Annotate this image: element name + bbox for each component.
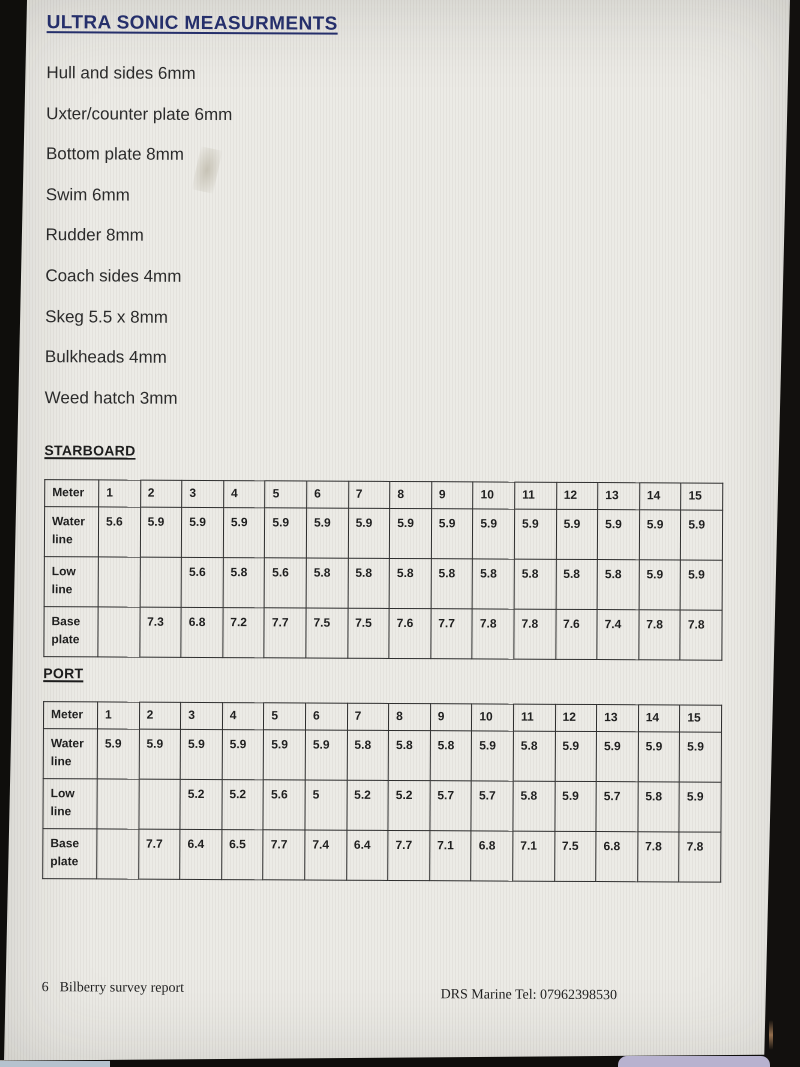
table-cell: 14: [638, 705, 680, 732]
table-cell: 5.9: [555, 731, 597, 781]
table-cell: 15: [681, 483, 723, 510]
table-cell: 5.9: [473, 509, 515, 559]
table-cell: 7.5: [306, 608, 348, 658]
table-cell: 5.8: [431, 559, 473, 609]
starboard-table: [43, 479, 723, 661]
row-label-cell: Water line: [43, 729, 97, 779]
table-cell: 5.9: [681, 510, 723, 560]
row-label-cell: Meter: [45, 480, 99, 507]
table-cell: 7: [347, 703, 389, 730]
table-cell: 6.8: [471, 831, 513, 881]
measurement-item: Bulkheads 4mm: [44, 347, 167, 367]
table-cell: 5.2: [347, 780, 389, 830]
table-cell: 5.9: [223, 508, 265, 558]
table-cell: 5.9: [514, 509, 556, 559]
table-cell: 5.6: [181, 557, 223, 607]
table-cell: 14: [639, 483, 681, 510]
table-cell: 5.9: [390, 508, 432, 558]
table-cell: 6.5: [221, 830, 263, 880]
table-cell: 5.9: [140, 507, 182, 557]
table-cell: 5.9: [182, 507, 224, 557]
table-cell: 5.9: [680, 560, 722, 610]
page-title: ULTRA SONIC MEASURMENTS: [46, 12, 338, 35]
table-cell: 5.9: [556, 509, 598, 559]
measurement-item: Swim 6mm: [45, 184, 130, 205]
row-label-cell: Low line: [43, 779, 97, 829]
table-cell: 7.5: [554, 831, 596, 881]
table-cell: 6.4: [346, 830, 388, 880]
table-cell: 7.3: [139, 607, 181, 657]
table-cell: 12: [555, 704, 597, 731]
table-cell: 5.9: [97, 729, 139, 779]
table-cell: 7.8: [514, 609, 556, 659]
table-cell: 7.7: [263, 830, 305, 880]
table-cell: 7.7: [264, 608, 306, 658]
table-cell: 5.2: [180, 779, 222, 829]
table-cell: 5.9: [431, 509, 473, 559]
table-cell: 5.8: [347, 730, 389, 780]
table-cell: 2: [140, 480, 182, 507]
table-cell: 5.2: [222, 780, 264, 830]
table-cell: 5: [264, 703, 306, 730]
table-cell: 5.8: [472, 559, 514, 609]
table-cell: 5: [305, 780, 347, 830]
table-cell: 5.8: [513, 731, 555, 781]
table-cell: 5.9: [679, 782, 721, 832]
table-cell: 7.7: [138, 829, 180, 879]
table-cell: 5.8: [388, 730, 430, 780]
table-cell: [98, 557, 140, 607]
table-cell: 13: [598, 483, 640, 510]
measurement-item: Uxter/counter plate 6mm: [46, 103, 233, 124]
table-cell: 11: [515, 482, 557, 509]
table-cell: 5.9: [597, 510, 639, 560]
table-cell: 5.7: [596, 782, 638, 832]
table-cell: 5.8: [430, 731, 472, 781]
measurement-item: Skeg 5.5 x 8mm: [45, 306, 169, 327]
table-cell: 5.9: [639, 510, 681, 560]
table-cell: 1: [97, 702, 139, 729]
table-cell: 9: [431, 482, 473, 509]
table-cell: 5.9: [306, 508, 348, 558]
measurement-item: Coach sides 4mm: [45, 266, 182, 286]
table-cell: 7.5: [347, 608, 389, 658]
measurement-list: [45, 64, 233, 430]
table-cell: 5.8: [389, 558, 431, 608]
table-cell: 5.9: [305, 730, 347, 780]
table-cell: 5.9: [639, 560, 681, 610]
row-label-cell: Base plate: [44, 607, 98, 657]
footer-contact: DRS Marine Tel: 07962398530: [440, 987, 618, 1004]
table-cell: 5.7: [471, 781, 513, 831]
table-cell: 7.4: [597, 610, 639, 660]
table-cell: 10: [473, 482, 515, 509]
footer-report-name: Bilberry survey report: [59, 980, 185, 996]
table-cell: 7.8: [472, 609, 514, 659]
table-cell: 4: [223, 481, 265, 508]
meter-header-row: [45, 480, 723, 511]
meter-header-row: [43, 702, 721, 733]
footer-page-number: 6: [41, 980, 49, 996]
table-cell: 5.9: [596, 732, 638, 782]
table-cell: 5.9: [139, 729, 181, 779]
port-heading: PORT: [43, 665, 84, 682]
row-label-cell: Base plate: [43, 829, 97, 879]
table-cell: 5.8: [306, 558, 348, 608]
table-cell: 5.7: [430, 781, 472, 831]
starboard-heading: STARBOARD: [44, 442, 136, 459]
table-cell: 8: [389, 703, 431, 730]
table-row: [44, 557, 722, 611]
table-cell: 3: [181, 702, 223, 729]
table-row: [43, 829, 721, 883]
measurement-item: Weed hatch 3mm: [44, 387, 178, 408]
table-cell: 5.9: [554, 781, 596, 831]
table-row: [44, 507, 722, 561]
table-cell: 7.7: [431, 609, 473, 659]
table-cell: 4: [222, 703, 264, 730]
table-row: [43, 779, 721, 833]
table-cell: 5.9: [638, 732, 680, 782]
table-cell: 5.2: [388, 780, 430, 830]
port-table: [42, 701, 722, 883]
table-cell: 5.9: [265, 508, 307, 558]
table-cell: 12: [556, 482, 598, 509]
measurement-item: Bottom plate 8mm: [45, 144, 184, 165]
table-cell: 6.8: [596, 832, 638, 882]
table-cell: 5.8: [513, 781, 555, 831]
table-cell: 5.9: [222, 730, 264, 780]
row-label-cell: Water line: [44, 507, 98, 557]
table-cell: 7.6: [555, 609, 597, 659]
table-cell: 5.8: [514, 559, 556, 609]
table-cell: 15: [680, 705, 722, 732]
table-cell: 9: [430, 704, 472, 731]
table-cell: 6.4: [180, 829, 222, 879]
taskbar-peek-pill: [618, 1056, 770, 1067]
table-cell: 5.9: [264, 730, 306, 780]
table-cell: [97, 779, 139, 829]
table-cell: 5.9: [680, 732, 722, 782]
measurement-item: Rudder 8mm: [45, 225, 144, 246]
table-cell: 7.8: [639, 610, 681, 660]
table-row: [43, 729, 721, 783]
table-cell: 7.1: [429, 831, 471, 881]
table-cell: 7.4: [305, 830, 347, 880]
table-cell: 7.8: [679, 832, 721, 882]
table-cell: 7.7: [388, 830, 430, 880]
table-cell: 1: [99, 480, 141, 507]
page-footer: [41, 980, 742, 1004]
table-cell: 10: [472, 704, 514, 731]
table-cell: 5.9: [180, 729, 222, 779]
table-cell: [140, 557, 182, 607]
table-cell: [97, 829, 139, 879]
table-cell: 5.6: [98, 507, 140, 557]
table-cell: [98, 607, 140, 657]
table-cell: 5.8: [348, 558, 390, 608]
table-cell: 7.2: [223, 608, 265, 658]
table-cell: 5.8: [638, 782, 680, 832]
table-cell: 13: [597, 705, 639, 732]
table-cell: 8: [390, 481, 432, 508]
photo-glare: [769, 1020, 773, 1050]
table-cell: [139, 779, 181, 829]
measurement-item: Hull and sides 6mm: [46, 63, 196, 83]
table-cell: 5.6: [264, 558, 306, 608]
table-cell: 7.8: [680, 610, 722, 660]
table-cell: 7.8: [637, 832, 679, 882]
table-cell: 5.9: [348, 508, 390, 558]
table-cell: 5.8: [597, 560, 639, 610]
table-cell: 7.6: [389, 608, 431, 658]
table-cell: 3: [182, 480, 224, 507]
row-label-cell: Meter: [43, 702, 97, 729]
table-cell: 11: [513, 704, 555, 731]
table-cell: 2: [139, 702, 181, 729]
table-row: [44, 607, 722, 661]
table-cell: 7: [348, 481, 390, 508]
table-cell: 5.8: [556, 559, 598, 609]
table-cell: 7.1: [513, 831, 555, 881]
row-label-cell: Low line: [44, 557, 98, 607]
table-cell: 5.9: [472, 731, 514, 781]
table-cell: 6: [307, 481, 349, 508]
table-cell: 6.8: [181, 607, 223, 657]
corner-ui-chip: [0, 1061, 110, 1067]
table-cell: 6: [305, 703, 347, 730]
table-cell: 5: [265, 481, 307, 508]
table-cell: 5.6: [263, 780, 305, 830]
table-cell: 5.8: [223, 558, 265, 608]
